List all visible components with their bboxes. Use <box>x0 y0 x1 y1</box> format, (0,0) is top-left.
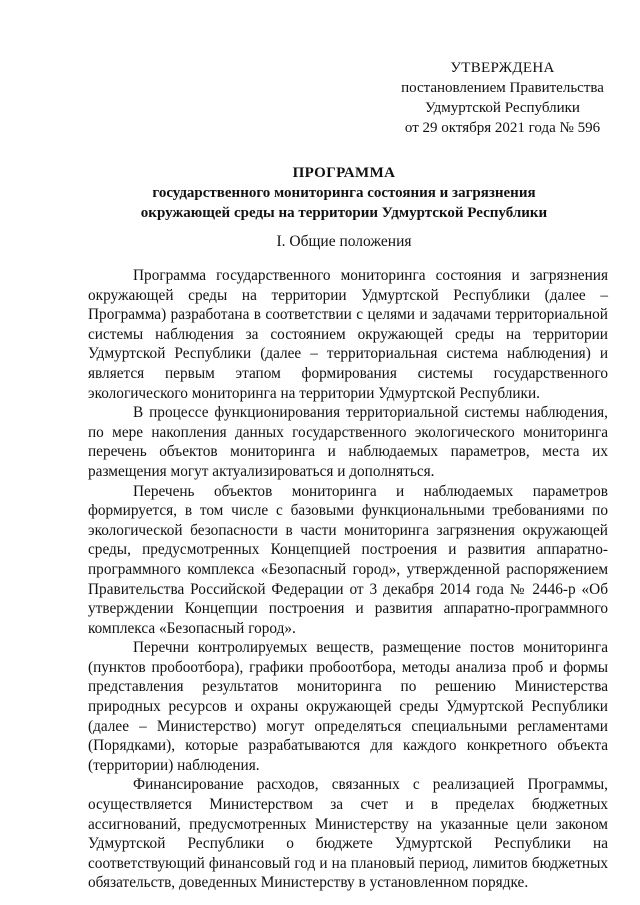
body-paragraph: В процессе функционирования территориальной системы наблюдения, по мере накопления данных государственного экологического мониторинга перечень объектов мониторинга и наблюдаемых параметров, места их размещения могут актуализироваться и дополняться. <box>88 404 608 480</box>
approval-stamp-block <box>380 58 625 138</box>
approval-date-line: от 29 октября 2021 года № 596 <box>404 120 601 136</box>
body-paragraph: Программа государственного мониторинга состояния и загрязнения окружающей среды на территории Удмуртской Республики (далее – Программа) разработана в соответствии с целями и задачами территориальной системы наблюдения за состоянием окружающей среды на территории Удмуртской Республики (далее – территориальная система наблюдения) и является первым этапом формирования системы государственного экологического мониторинга на территории Удмуртской Республики. <box>88 267 608 402</box>
approval-stamp-title: УТВЕРЖДЕНА <box>450 60 555 76</box>
body-paragraph: Перечень объектов мониторинга и наблюдаемых параметров формируется, в том числе с базовыми функциональными требованиями по экологической безопасности в части мониторинга загрязнения окружающей среды, предусмотренных Концепцией построения и развития аппаратно-программного комплекса «Безопасный город», утвержденной распоряжением Правительства Российской Федерации от 3 декабря 2014 года № 2446-р «Об утверждении Концепции построения и развития аппаратно-программного комплекса «Безопасный город». <box>88 482 608 637</box>
document-title-block <box>60 163 628 223</box>
body-paragraph: Финансирование расходов, связанных с реализацией Программы, осуществляется Министерством за счет и в пределах бюджетных ассигнований, предусмотренных Министерству на указанные цели законом Удмуртской Республики о бюджете Удмуртской Республики на соответствующий финансовый год и на плановый период, лимитов бюджетных обязательств, доведенных Министерству в установленном порядке. <box>88 776 608 892</box>
document-body <box>88 266 608 893</box>
document-title: ПРОГРАММА <box>292 165 396 181</box>
approval-decree-line: постановлением Правительства <box>401 80 604 96</box>
body-paragraph: Перечни контролируемых веществ, размещение постов мониторинга (пунктов пробоотбора), графики пробоотбора, методы анализа проб и формы представления результатов мониторинга по решению Министерства природных ресурсов и охраны окружающей среды Удмуртской Республики (далее – Министерство) могут определяться специальными регламентами (Порядками), которые разрабатываются для каждого конкретного объекта (территории) наблюдения. <box>88 639 608 774</box>
section-heading: I. Общие положения <box>276 233 412 250</box>
document-subtitle-line-1: государственного мониторинга состояния и загрязнения <box>152 185 536 201</box>
document-subtitle-line-2: окружающей среды на территории Удмуртской Республики <box>140 205 548 221</box>
approval-region-line: Удмуртской Республики <box>425 100 580 116</box>
